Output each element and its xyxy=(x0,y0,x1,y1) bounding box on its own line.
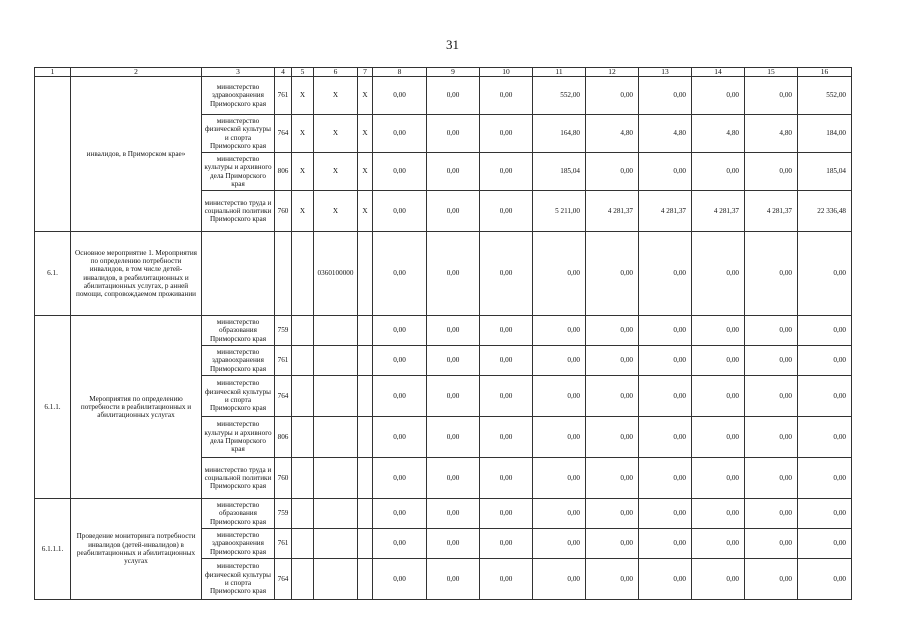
amount-cell: 0,00 xyxy=(373,529,427,559)
column-header: 9 xyxy=(427,68,480,77)
amount-cell: 0,00 xyxy=(745,529,798,559)
amount-cell: 0,00 xyxy=(798,346,852,376)
amount-cell: 0,00 xyxy=(427,529,480,559)
amount-cell: 0,00 xyxy=(373,115,427,153)
grbs-code-cell: 761 xyxy=(275,529,292,559)
section-code-cell xyxy=(292,458,314,499)
table-row xyxy=(35,499,852,529)
amount-cell: 0,00 xyxy=(692,232,745,316)
amount-cell: 0,00 xyxy=(480,153,533,191)
organization-cell: министерство труда и социальной политики Приморского края xyxy=(202,458,275,499)
amount-cell: 0,00 xyxy=(427,417,480,458)
grbs-code-cell: 760 xyxy=(275,191,292,232)
amount-cell: 4,80 xyxy=(692,115,745,153)
amount-cell: 0,00 xyxy=(373,77,427,115)
amount-cell: 4,80 xyxy=(639,115,692,153)
amount-cell: 0,00 xyxy=(533,529,586,559)
amount-cell: 0,00 xyxy=(533,376,586,417)
amount-cell: 0,00 xyxy=(745,153,798,191)
amount-cell: 0,00 xyxy=(692,376,745,417)
expense-type-cell xyxy=(358,346,373,376)
expense-type-cell xyxy=(358,458,373,499)
organization-cell: министерство культуры и архивного дела Приморского края xyxy=(202,153,275,191)
organization-cell: министерство здравоохранения Приморского края xyxy=(202,77,275,115)
amount-cell: 0,00 xyxy=(427,115,480,153)
column-header: 8 xyxy=(373,68,427,77)
amount-cell: 0,00 xyxy=(533,346,586,376)
section-code-cell xyxy=(292,346,314,376)
expense-type-cell xyxy=(358,559,373,600)
target-article-cell xyxy=(314,529,358,559)
amount-cell: 0,00 xyxy=(639,346,692,376)
target-article-cell: X xyxy=(314,153,358,191)
amount-cell: 0,00 xyxy=(480,191,533,232)
column-header: 10 xyxy=(480,68,533,77)
organization-cell: министерство культуры и архивного дела Приморского края xyxy=(202,417,275,458)
expense-type-cell: X xyxy=(358,77,373,115)
grbs-code-cell: 764 xyxy=(275,376,292,417)
organization-cell: министерство образования Приморского края xyxy=(202,316,275,346)
amount-cell: 0,00 xyxy=(798,529,852,559)
amount-cell: 0,00 xyxy=(480,417,533,458)
column-header: 15 xyxy=(745,68,798,77)
amount-cell: 0,00 xyxy=(480,346,533,376)
expense-type-cell: X xyxy=(358,115,373,153)
amount-cell: 0,00 xyxy=(427,559,480,600)
amount-cell: 184,00 xyxy=(798,115,852,153)
amount-cell: 0,00 xyxy=(745,417,798,458)
amount-cell: 0,00 xyxy=(586,417,639,458)
column-header: 3 xyxy=(202,68,275,77)
amount-cell: 0,00 xyxy=(373,232,427,316)
amount-cell: 0,00 xyxy=(639,529,692,559)
grbs-code-cell: 764 xyxy=(275,115,292,153)
expense-type-cell: X xyxy=(358,153,373,191)
organization-cell: министерство здравоохранения Приморского края xyxy=(202,529,275,559)
amount-cell: 0,00 xyxy=(586,559,639,600)
amount-cell: 0,00 xyxy=(586,316,639,346)
amount-cell: 0,00 xyxy=(427,77,480,115)
amount-cell: 0,00 xyxy=(586,77,639,115)
column-header: 11 xyxy=(533,68,586,77)
amount-cell: 0,00 xyxy=(427,191,480,232)
amount-cell: 0,00 xyxy=(533,559,586,600)
amount-cell: 0,00 xyxy=(692,458,745,499)
amount-cell: 0,00 xyxy=(586,346,639,376)
amount-cell: 0,00 xyxy=(745,559,798,600)
row-name: инвалидов, в Приморском крае» xyxy=(71,77,202,232)
organization-cell: министерство труда и социальной политики Приморского края xyxy=(202,191,275,232)
amount-cell: 0,00 xyxy=(745,499,798,529)
amount-cell: 4,80 xyxy=(586,115,639,153)
amount-cell: 0,00 xyxy=(639,77,692,115)
amount-cell: 552,00 xyxy=(798,77,852,115)
amount-cell: 0,00 xyxy=(745,316,798,346)
grbs-code-cell xyxy=(275,232,292,316)
column-header: 13 xyxy=(639,68,692,77)
amount-cell: 0,00 xyxy=(586,529,639,559)
amount-cell: 0,00 xyxy=(798,499,852,529)
section-code-cell xyxy=(292,376,314,417)
section-code-cell: X xyxy=(292,191,314,232)
amount-cell: 0,00 xyxy=(427,232,480,316)
amount-cell: 0,00 xyxy=(745,458,798,499)
amount-cell: 0,00 xyxy=(692,559,745,600)
amount-cell: 4 281,37 xyxy=(639,191,692,232)
target-article-cell: 0360100000 xyxy=(314,232,358,316)
amount-cell: 0,00 xyxy=(745,232,798,316)
table-row xyxy=(35,316,852,346)
amount-cell: 0,00 xyxy=(480,499,533,529)
amount-cell: 0,00 xyxy=(480,232,533,316)
amount-cell: 0,00 xyxy=(480,316,533,346)
amount-cell: 0,00 xyxy=(427,376,480,417)
amount-cell: 0,00 xyxy=(639,499,692,529)
column-header: 5 xyxy=(292,68,314,77)
amount-cell: 0,00 xyxy=(427,346,480,376)
section-code-cell xyxy=(292,559,314,600)
organization-cell: министерство образования Приморского края xyxy=(202,499,275,529)
amount-cell: 4 281,37 xyxy=(692,191,745,232)
amount-cell: 0,00 xyxy=(427,499,480,529)
amount-cell: 0,00 xyxy=(533,232,586,316)
header-row xyxy=(35,68,852,77)
amount-cell: 0,00 xyxy=(639,376,692,417)
column-header: 7 xyxy=(358,68,373,77)
target-article-cell xyxy=(314,499,358,529)
row-name: Проведение мониторинга потребности инвалидов (детей-инвалидов) в реабилитационных и абилитационных услугах xyxy=(71,499,202,600)
section-code-cell xyxy=(292,417,314,458)
section-code-cell xyxy=(292,316,314,346)
column-header: 1 xyxy=(35,68,71,77)
amount-cell: 0,00 xyxy=(692,529,745,559)
amount-cell: 0,00 xyxy=(692,346,745,376)
grbs-code-cell: 759 xyxy=(275,316,292,346)
amount-cell: 0,00 xyxy=(533,316,586,346)
budget-table xyxy=(34,67,852,600)
amount-cell: 0,00 xyxy=(692,316,745,346)
amount-cell: 0,00 xyxy=(745,346,798,376)
amount-cell: 0,00 xyxy=(745,376,798,417)
amount-cell: 0,00 xyxy=(427,153,480,191)
row-number: 6.1.1.1. xyxy=(35,499,71,600)
amount-cell: 0,00 xyxy=(798,232,852,316)
amount-cell: 0,00 xyxy=(427,316,480,346)
expense-type-cell xyxy=(358,417,373,458)
amount-cell: 22 336,48 xyxy=(798,191,852,232)
row-number xyxy=(35,77,71,232)
section-code-cell xyxy=(292,529,314,559)
amount-cell: 0,00 xyxy=(586,376,639,417)
grbs-code-cell: 764 xyxy=(275,559,292,600)
row-number: 6.1.1. xyxy=(35,316,71,499)
amount-cell: 0,00 xyxy=(692,499,745,529)
amount-cell: 0,00 xyxy=(533,417,586,458)
amount-cell: 0,00 xyxy=(373,376,427,417)
amount-cell: 0,00 xyxy=(373,417,427,458)
amount-cell: 0,00 xyxy=(586,232,639,316)
amount-cell: 0,00 xyxy=(480,77,533,115)
amount-cell: 0,00 xyxy=(639,458,692,499)
amount-cell: 0,00 xyxy=(373,499,427,529)
grbs-code-cell: 761 xyxy=(275,77,292,115)
amount-cell: 0,00 xyxy=(586,458,639,499)
amount-cell: 5 211,00 xyxy=(533,191,586,232)
target-article-cell xyxy=(314,346,358,376)
column-header: 14 xyxy=(692,68,745,77)
row-name: Основное мероприятие 1. Мероприятия по определению потребности инвалидов, в том числе детей-инвалидов, в реабилитационных и абилитационных услугах, р анней помощи, сопровождаемом проживании xyxy=(71,232,202,316)
target-article-cell: X xyxy=(314,191,358,232)
expense-type-cell xyxy=(358,499,373,529)
amount-cell: 0,00 xyxy=(480,529,533,559)
target-article-cell xyxy=(314,376,358,417)
amount-cell: 0,00 xyxy=(373,316,427,346)
amount-cell: 4 281,37 xyxy=(745,191,798,232)
column-header: 4 xyxy=(275,68,292,77)
amount-cell: 4 281,37 xyxy=(586,191,639,232)
expense-type-cell xyxy=(358,529,373,559)
amount-cell: 0,00 xyxy=(692,417,745,458)
amount-cell: 0,00 xyxy=(692,77,745,115)
column-header: 16 xyxy=(798,68,852,77)
grbs-code-cell: 806 xyxy=(275,417,292,458)
amount-cell: 0,00 xyxy=(480,376,533,417)
grbs-code-cell: 806 xyxy=(275,153,292,191)
target-article-cell xyxy=(314,316,358,346)
amount-cell: 0,00 xyxy=(586,153,639,191)
expense-type-cell xyxy=(358,316,373,346)
organization-cell: министерство здравоохранения Приморского края xyxy=(202,346,275,376)
amount-cell: 0,00 xyxy=(639,232,692,316)
amount-cell: 185,04 xyxy=(533,153,586,191)
table-row xyxy=(35,232,852,316)
amount-cell: 0,00 xyxy=(480,559,533,600)
grbs-code-cell: 760 xyxy=(275,458,292,499)
amount-cell: 0,00 xyxy=(533,499,586,529)
amount-cell: 0,00 xyxy=(373,346,427,376)
column-header: 12 xyxy=(586,68,639,77)
row-name: Мероприятия по определению потребности в реабилитационных и абилитационных услугах xyxy=(71,316,202,499)
table-row xyxy=(35,77,852,115)
amount-cell: 0,00 xyxy=(798,458,852,499)
target-article-cell xyxy=(314,559,358,600)
row-number: 6.1. xyxy=(35,232,71,316)
amount-cell: 0,00 xyxy=(373,153,427,191)
organization-cell: министерство физической культуры и спорта Приморского края xyxy=(202,376,275,417)
amount-cell: 0,00 xyxy=(639,316,692,346)
target-article-cell: X xyxy=(314,115,358,153)
amount-cell: 0,00 xyxy=(373,191,427,232)
organization-cell: министерство физической культуры и спорта Приморского края xyxy=(202,115,275,153)
grbs-code-cell: 761 xyxy=(275,346,292,376)
amount-cell: 0,00 xyxy=(480,115,533,153)
amount-cell: 0,00 xyxy=(745,77,798,115)
amount-cell: 0,00 xyxy=(639,417,692,458)
section-code-cell: X xyxy=(292,77,314,115)
page-number: 31 xyxy=(446,37,459,52)
amount-cell: 0,00 xyxy=(639,153,692,191)
amount-cell: 0,00 xyxy=(533,458,586,499)
amount-cell: 552,00 xyxy=(533,77,586,115)
amount-cell: 0,00 xyxy=(798,376,852,417)
amount-cell: 0,00 xyxy=(373,458,427,499)
amount-cell: 0,00 xyxy=(480,458,533,499)
amount-cell: 0,00 xyxy=(586,499,639,529)
section-code-cell xyxy=(292,499,314,529)
amount-cell: 164,80 xyxy=(533,115,586,153)
section-code-cell: X xyxy=(292,153,314,191)
amount-cell: 0,00 xyxy=(798,316,852,346)
expense-type-cell: X xyxy=(358,191,373,232)
column-header: 6 xyxy=(314,68,358,77)
amount-cell: 4,80 xyxy=(745,115,798,153)
amount-cell: 0,00 xyxy=(427,458,480,499)
amount-cell: 0,00 xyxy=(373,559,427,600)
amount-cell: 185,04 xyxy=(798,153,852,191)
expense-type-cell xyxy=(358,232,373,316)
column-header: 2 xyxy=(71,68,202,77)
grbs-code-cell: 759 xyxy=(275,499,292,529)
amount-cell: 0,00 xyxy=(692,153,745,191)
section-code-cell: X xyxy=(292,115,314,153)
amount-cell: 0,00 xyxy=(798,417,852,458)
amount-cell: 0,00 xyxy=(798,559,852,600)
organization-cell: министерство физической культуры и спорта Приморского края xyxy=(202,559,275,600)
target-article-cell xyxy=(314,417,358,458)
section-code-cell xyxy=(292,232,314,316)
expense-type-cell xyxy=(358,376,373,417)
organization-cell xyxy=(202,232,275,316)
target-article-cell: X xyxy=(314,77,358,115)
amount-cell: 0,00 xyxy=(639,559,692,600)
target-article-cell xyxy=(314,458,358,499)
